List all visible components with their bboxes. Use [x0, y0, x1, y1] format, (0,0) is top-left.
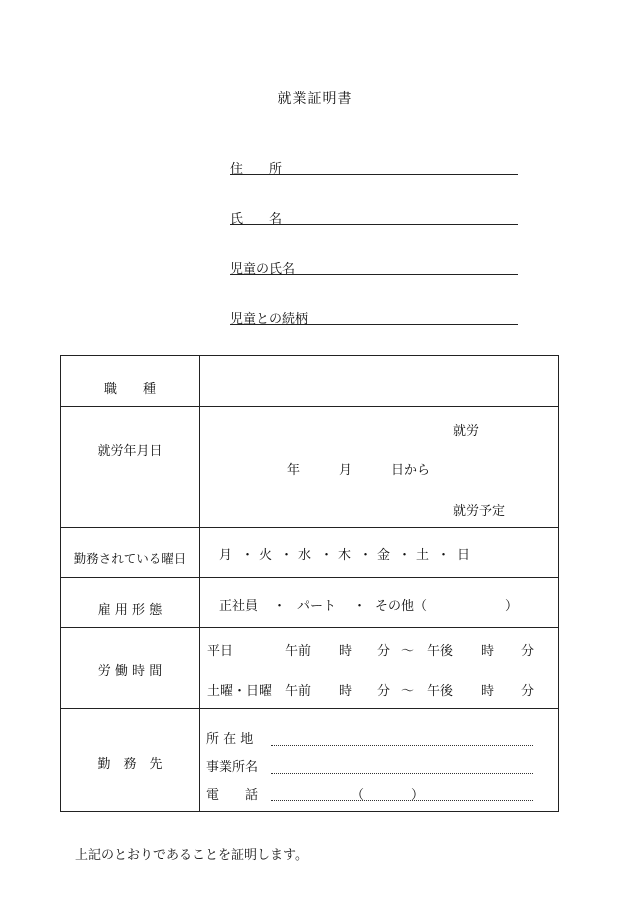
day-separator: ・ — [280, 548, 294, 563]
part-time-option[interactable]: パート — [297, 599, 337, 614]
day-separator: ・ — [359, 548, 373, 563]
weekday-text: 平日 — [207, 644, 234, 659]
day-sun[interactable]: 日 — [457, 548, 471, 563]
day-mon[interactable]: 月 — [219, 548, 233, 563]
address-label: 住 所 — [230, 162, 283, 177]
name-label: 氏 名 — [230, 212, 283, 227]
year-text: 年 — [287, 463, 301, 478]
phone-label: 電 話 — [206, 788, 259, 803]
relationship-label: 児童との続柄 — [230, 312, 309, 327]
employment-date-label: 就労年月日 — [97, 444, 163, 459]
weekend-am: 午前 — [285, 684, 312, 699]
day-separator: ・ — [241, 548, 255, 563]
location-label: 所 在 地 — [206, 732, 254, 747]
office-name-input-line[interactable] — [271, 772, 533, 774]
weekend-tilde: ～ — [401, 684, 415, 699]
table-row-divider — [61, 627, 558, 628]
table-row-divider — [61, 406, 558, 407]
table-column-divider — [199, 356, 200, 811]
location-input-line[interactable] — [271, 744, 533, 746]
weekend-pm: 午後 — [427, 684, 454, 699]
child-name-field-line[interactable] — [230, 273, 518, 275]
name-field-line[interactable] — [230, 223, 518, 225]
weekday-am-minute: 分 — [377, 644, 391, 659]
occupation-value-cell[interactable] — [201, 358, 556, 404]
day-fri[interactable]: 金 — [377, 548, 391, 563]
table-row-divider — [61, 577, 558, 578]
relationship-field-line[interactable] — [230, 323, 518, 325]
document-title: 就業証明書 — [277, 91, 353, 107]
day-thu[interactable]: 木 — [338, 548, 352, 563]
workplace-label: 勤 務 先 — [97, 757, 163, 772]
table-row-divider — [61, 527, 558, 528]
weekday-am-hour: 時 — [339, 644, 353, 659]
phone-input-line[interactable] — [271, 799, 533, 801]
other-option[interactable]: その他（ — [375, 599, 428, 614]
weekday-pm: 午後 — [427, 644, 454, 659]
day-wed[interactable]: 水 — [298, 548, 312, 563]
full-time-option[interactable]: 正社員 — [219, 599, 259, 614]
address-field-line[interactable] — [230, 173, 518, 175]
phone-paren-open: （ — [351, 788, 365, 803]
weekday-tilde: ～ — [401, 644, 415, 659]
working-hours-label: 労 働 時 間 — [97, 664, 163, 679]
weekend-text: 土曜・日曜 — [207, 684, 273, 699]
month-text: 月 — [339, 463, 353, 478]
child-name-label: 児童の氏名 — [230, 262, 296, 277]
weekend-am-minute: 分 — [377, 684, 391, 699]
certification-statement: 上記のとおりであることを証明します。 — [75, 848, 308, 863]
day-separator: ・ — [398, 548, 412, 563]
other-close-paren: ） — [505, 599, 519, 614]
work-days-label: 勤務されている曜日 — [73, 551, 187, 566]
weekday-pm-hour: 時 — [481, 644, 495, 659]
employment-table — [60, 355, 559, 812]
employed-text: 就労 — [453, 424, 480, 439]
type-separator: ・ — [273, 599, 287, 614]
weekday-pm-minute: 分 — [521, 644, 535, 659]
day-separator: ・ — [437, 548, 451, 563]
occupation-label: 職 種 — [103, 382, 156, 397]
day-from-text: 日から — [391, 463, 431, 478]
employment-type-label: 雇 用 形 態 — [97, 603, 163, 618]
weekend-pm-minute: 分 — [521, 684, 535, 699]
weekday-am: 午前 — [285, 644, 312, 659]
phone-paren-close: ） — [411, 788, 425, 803]
day-tue[interactable]: 火 — [259, 548, 273, 563]
table-row-divider — [61, 708, 558, 709]
weekend-pm-hour: 時 — [481, 684, 495, 699]
office-name-label: 事業所名 — [206, 760, 259, 775]
day-sat[interactable]: 土 — [416, 548, 430, 563]
type-separator: ・ — [353, 599, 367, 614]
day-separator: ・ — [320, 548, 334, 563]
weekend-am-hour: 時 — [339, 684, 353, 699]
scheduled-text: 就労予定 — [453, 504, 506, 519]
